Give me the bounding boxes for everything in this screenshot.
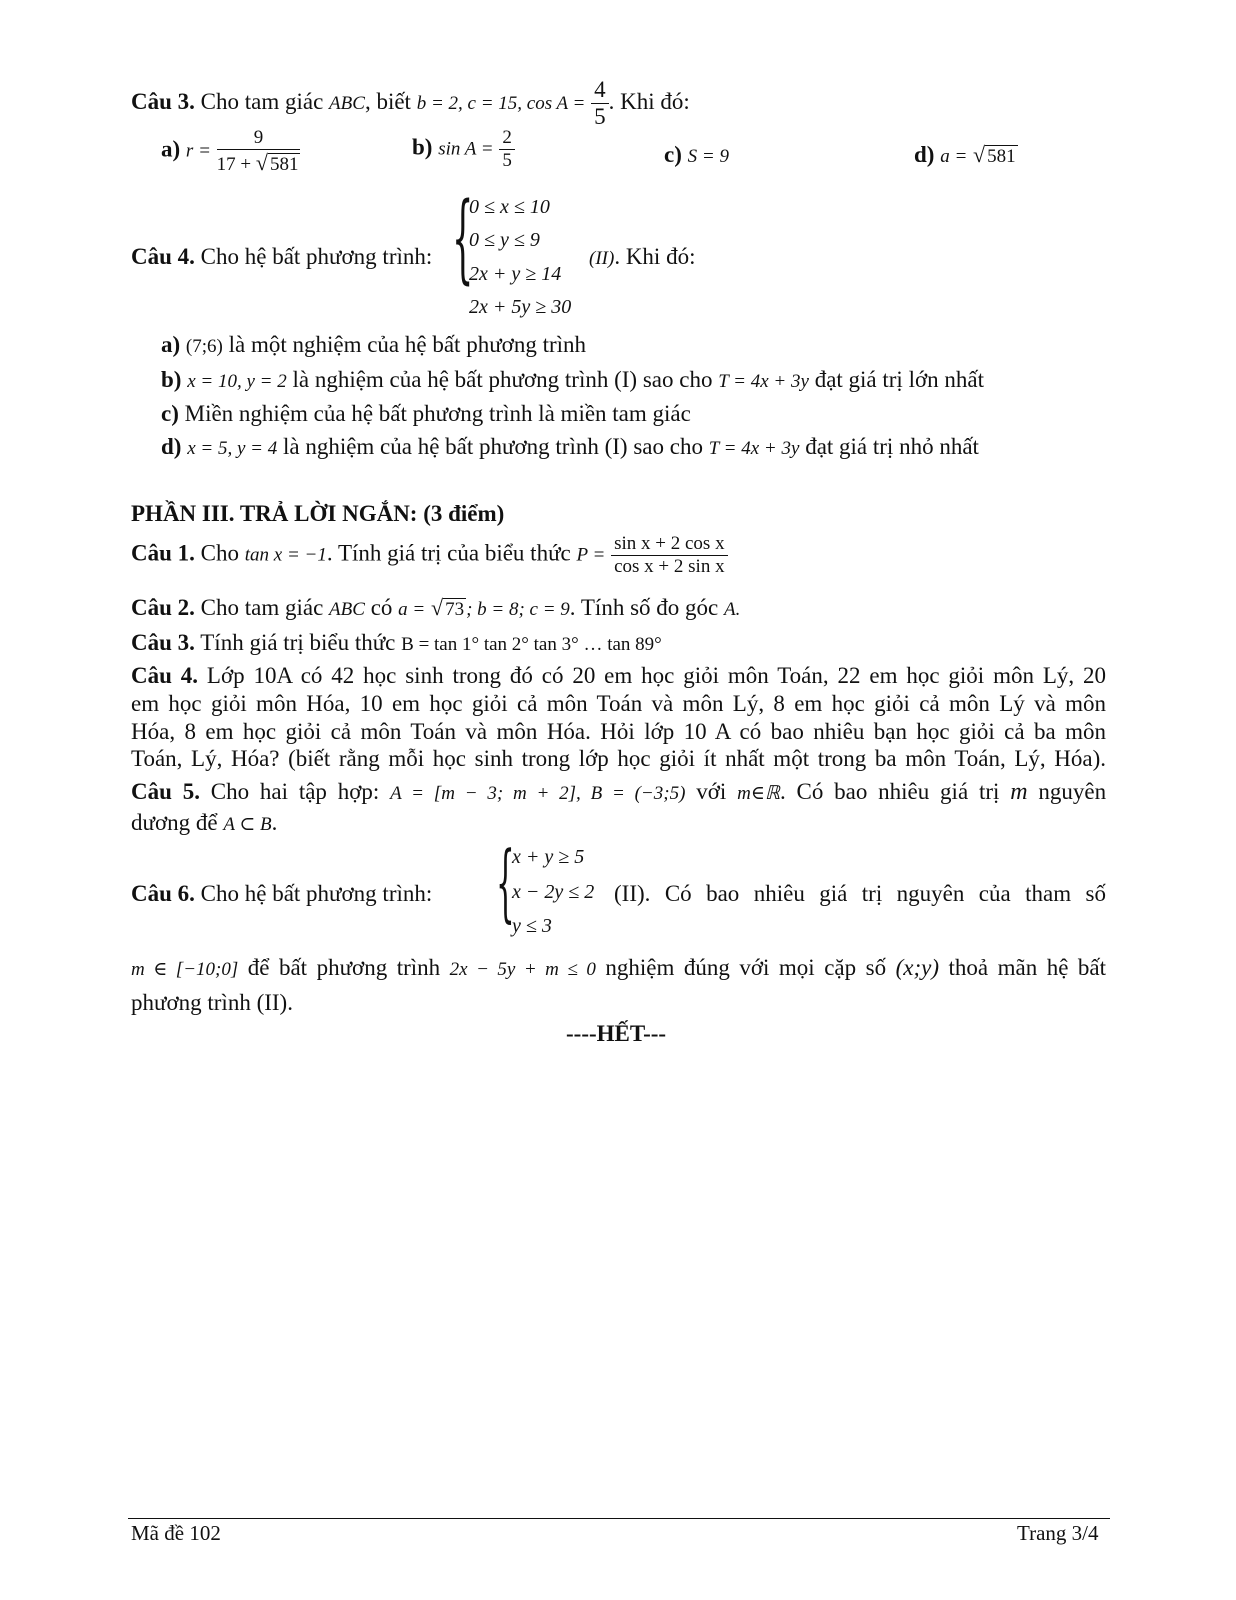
q6-math: 2x − 5y + m ≤ 0 <box>449 959 596 980</box>
option-label: a) <box>161 332 181 357</box>
q1-text: . Tính giá trị của biểu thức <box>326 540 571 566</box>
den-prefix: 17 + <box>216 153 252 175</box>
q5-math: A = [m − 3; m + 2], B = (−3;5) <box>390 783 686 804</box>
option-math: r = <box>185 140 211 162</box>
q6-text: thoả mãn hệ bất <box>948 955 1107 980</box>
q3-math: B = tan 1° tan 2° tan 3° … tan 89° <box>401 634 662 655</box>
fraction-P <box>611 534 727 577</box>
q5-text: dương để <box>131 810 218 835</box>
frac-num: 9 <box>217 128 301 150</box>
q5-text: Cho hai tập hợp: <box>210 779 380 804</box>
q6-xy: (x;y) <box>895 955 939 980</box>
option-text: là nghiệm của hệ bất phương trình (I) sao cho <box>292 367 713 392</box>
option-math: S = 9 <box>687 146 729 167</box>
fraction-cosA <box>591 78 609 129</box>
q5-m: m <box>1010 779 1028 805</box>
system-line: 0 ≤ y ≤ 9 <box>469 229 540 251</box>
q4-option-a <box>161 332 586 358</box>
q2-text: có <box>370 595 393 620</box>
p3-q6-line3: phương trình (II). <box>131 990 293 1015</box>
frac-num: 4 <box>591 78 609 104</box>
q3-option-c <box>664 142 729 168</box>
option-label: d) <box>914 142 935 167</box>
option-math: a = <box>940 146 968 167</box>
option-label: b) <box>412 134 433 160</box>
q6-text: để bất phương trình <box>247 955 441 980</box>
sqrt-icon: √ <box>255 149 268 175</box>
q6-text: Cho hệ bất phương trình: <box>200 881 433 906</box>
q3-text: Tính giá trị biểu thức <box>200 630 396 655</box>
page-number: Trang 3/4 <box>1017 1521 1099 1545</box>
radicand: 581 <box>987 146 1016 167</box>
option-label: c) <box>161 401 179 426</box>
fraction-r <box>217 128 301 175</box>
system-brace: { <box>496 833 515 931</box>
frac-den: cos x + 2 sin x <box>614 555 725 577</box>
sqrt-icon: √ <box>430 595 444 620</box>
system-line: 2x + 5y ≥ 30 <box>469 296 572 318</box>
p3-q4-line: Hóa, 8 em học giỏi cả môn Toán và môn Hóa. Hỏi lớp 10 A có bao nhiêu bạn học giỏi cả ba môn <box>131 719 1106 744</box>
q2-math: a = <box>398 599 426 620</box>
fraction-sinA <box>499 128 515 171</box>
frac-den: 5 <box>502 149 512 171</box>
end-marker: ----HẾT--- <box>566 1021 667 1046</box>
q3-lead: Cho tam giác <box>200 88 324 114</box>
system-brace: { <box>452 182 474 294</box>
q6-text: nghiệm đúng với mọi cặp số <box>605 955 887 980</box>
angle-name: A. <box>723 599 741 620</box>
option-label: a) <box>161 136 181 162</box>
p3-q4-line: em học giỏi môn Hóa, 10 em học giỏi cả môn Toán và môn Lý, 8 em học giỏi cả môn Lý và môn <box>131 691 1106 716</box>
system-line: 0 ≤ x ≤ 10 <box>469 196 550 218</box>
p3-q5-line <box>131 779 1106 806</box>
q4-option-d <box>161 434 979 460</box>
radicand: 581 <box>269 153 299 175</box>
triangle-name: ABC <box>329 92 365 114</box>
exam-code: Mã đề 102 <box>131 1521 221 1545</box>
system-name: (II) <box>589 248 615 269</box>
q6-math: m ∈ [−10;0] <box>131 959 239 980</box>
q5-text: với <box>696 779 727 804</box>
q3-known: , biết <box>364 88 411 114</box>
q5-text: nguyên <box>1038 779 1107 804</box>
question-label: Câu 2. <box>131 595 195 620</box>
p3-q6-lead <box>131 881 432 907</box>
q1-math: tan x = −1 <box>244 544 327 566</box>
p3-q6-tail: (II). Có bao nhiêu giá trị nguyên của tham số <box>614 881 1106 906</box>
q4-statement <box>131 244 432 270</box>
option-text: Miền nghiệm của hệ bất phương trình là miền tam giác <box>184 401 691 426</box>
q3-option-a <box>161 128 300 175</box>
p3-q1 <box>131 534 728 577</box>
q5-dot: . <box>271 810 278 835</box>
q1-text: Cho <box>200 540 239 566</box>
question-label: Câu 4. <box>131 244 195 269</box>
option-text: là một nghiệm của hệ bất phương trình <box>228 332 587 357</box>
option-label: d) <box>161 434 182 459</box>
sqrt-icon: √ <box>973 142 986 167</box>
option-math: T = 4x + 3y <box>708 438 800 459</box>
q4-text: Lớp 10A có 42 học sinh trong đó có 20 em học giỏi môn Toán, 22 em học giỏi môn Lý, 20 <box>206 663 1107 688</box>
system-line: y ≤ 3 <box>512 915 552 937</box>
option-math: x = 5, y = 4 <box>187 438 278 459</box>
option-math: T = 4x + 3y <box>718 371 809 392</box>
triangle-name: ABC <box>329 599 365 620</box>
system-line: 2x + y ≥ 14 <box>469 263 562 285</box>
q5-math: m∈ℝ <box>737 783 780 804</box>
q4-option-b <box>161 367 984 393</box>
option-label: c) <box>664 142 682 167</box>
p3-q4-line <box>131 663 1106 689</box>
p3-q2 <box>131 595 740 621</box>
section-heading: PHẦN III. TRẢ LỜI NGẮN: (3 điểm) <box>131 501 505 526</box>
q3-option-b <box>412 128 515 171</box>
frac-den: 5 <box>594 104 606 130</box>
q4-tail: . Khi đó: <box>614 244 696 269</box>
q4-option-c <box>161 401 691 427</box>
footer-divider <box>128 1518 1110 1519</box>
system-line: x + y ≥ 5 <box>512 846 585 868</box>
p3-q3 <box>131 630 662 656</box>
question-label: Câu 6. <box>131 881 195 906</box>
q5-math: A ⊂ B <box>223 814 272 835</box>
given-values: b = 2, c = 15, cos A = <box>416 92 586 114</box>
q3-option-d <box>914 142 1018 168</box>
frac-den <box>217 150 301 175</box>
option-math: (7;6) <box>185 336 223 357</box>
option-text: là nghiệm của hệ bất phương trình (I) sao cho <box>282 434 703 459</box>
question-label: Câu 4. <box>131 663 199 688</box>
option-text: đạt giá trị lớn nhất <box>814 367 984 392</box>
q2-math: ; b = 8; c = 9 <box>466 599 570 620</box>
p3-q6-line <box>131 955 1106 981</box>
frac-num: sin x + 2 cos x <box>611 534 727 556</box>
q4-system-tail <box>589 244 695 270</box>
p3-q4-line: Toán, Lý, Hóa? (biết rằng mỗi học sinh trong lớp học giỏi ít nhất một trong ba môn Toán, Lý, Hóa). <box>131 746 1106 771</box>
question-label: Câu 5. <box>131 779 200 804</box>
q3-tail: . Khi đó: <box>608 88 690 114</box>
option-math: x = 10, y = 2 <box>187 371 287 392</box>
question-label: Câu 3. <box>131 88 195 114</box>
q3-statement <box>131 78 690 129</box>
q2-text: Cho tam giác <box>200 595 324 620</box>
q2-text: . Tính số đo góc <box>569 595 719 620</box>
question-label: Câu 3. <box>131 630 195 655</box>
question-label: Câu 1. <box>131 540 195 566</box>
radicand: 73 <box>445 599 465 620</box>
system-line: x − 2y ≤ 2 <box>512 881 595 903</box>
q5-text: . Có bao nhiêu giá trị <box>779 779 1000 804</box>
q4-lead: Cho hệ bất phương trình: <box>200 244 433 269</box>
option-math: sin A = <box>438 138 494 160</box>
p3-q5-line2 <box>131 810 277 836</box>
option-text: đạt giá trị nhỏ nhất <box>805 434 979 459</box>
q1-P: P = <box>576 544 606 566</box>
option-label: b) <box>161 367 182 392</box>
frac-num: 2 <box>499 128 515 150</box>
